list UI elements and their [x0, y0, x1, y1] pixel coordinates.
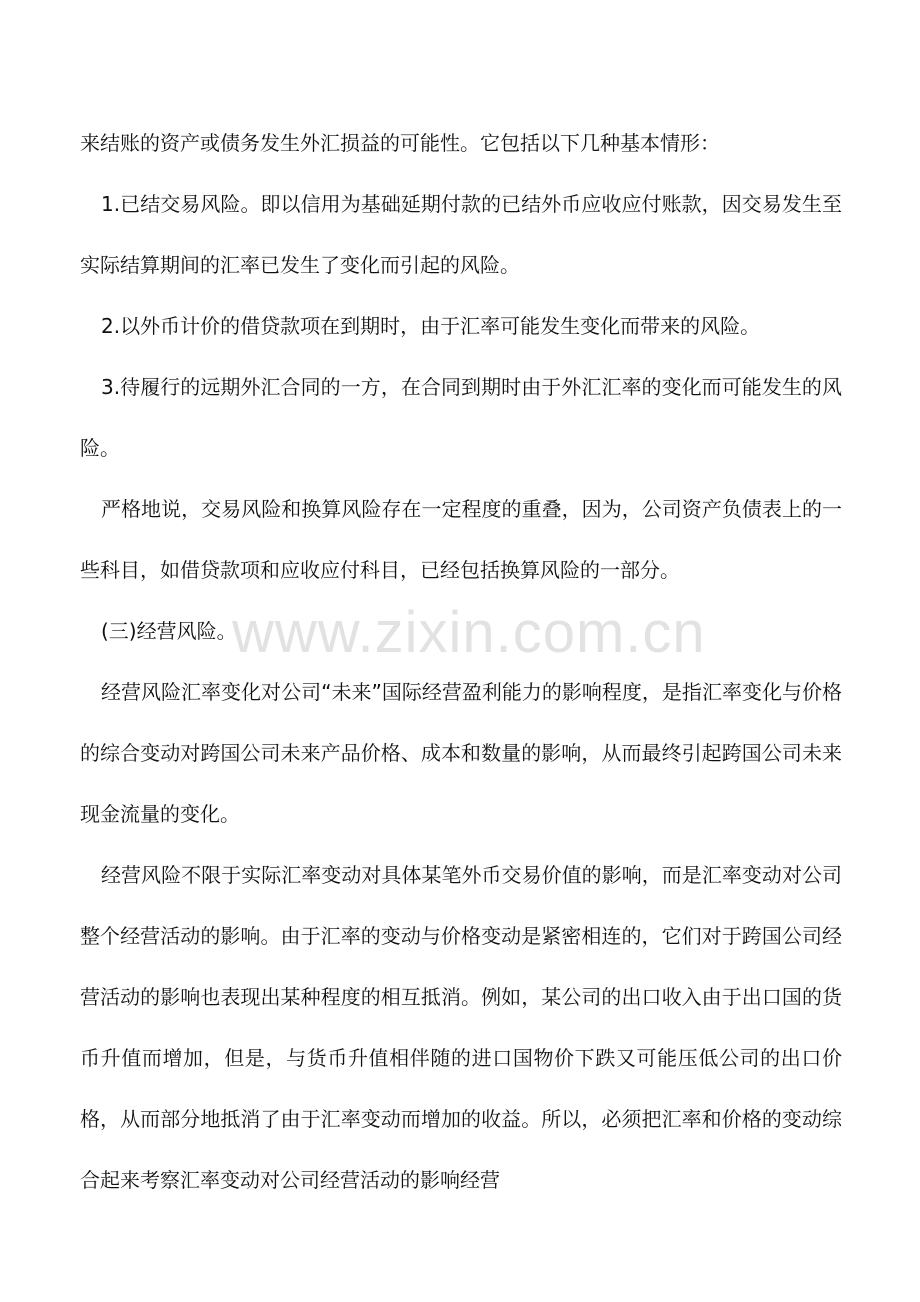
paragraph-overlap-note: 严格地说，交易风险和换算风险存在一定程度的重叠，因为，公司资产负债表上的一些科目，如借贷款项和应收应付科目，已经包括换算风险的一部分。 [80, 497, 842, 582]
paragraph-item-3: 3.待履行的远期外汇合同的一方，在合同到期时由于外汇汇率的变化而可能发生的风险。 [80, 375, 842, 460]
paragraph-item-2: 2.以外币计价的借贷款项在到期时，由于汇率可能发生变化而带来的风险。 [101, 314, 761, 338]
paragraph-item-1: 1.已结交易风险。即以信用为基础延期付款的已结外币应收应付账款，因交易发生至实际结算期间的汇率已发生了变化而引起的风险。 [80, 192, 842, 277]
paragraph-operating-risk-definition: 经营风险汇率变化对公司“未来”国际经营盈利能力的影响程度，是指汇率变化与价格的综合变动对跨国公司未来产品价格、成本和数量的影响，从而最终引起跨国公司未来现金流量的变化。 [80, 680, 842, 826]
section-heading-operating-risk: (三)经营风险。 [101, 619, 237, 643]
document-body [80, 113, 842, 1211]
watermark-logo: www.zixin.com.cn [232, 600, 706, 665]
paragraph-operating-risk-detail: 经营风险不限于实际汇率变动对具体某笔外币交易价值的影响，而是汇率变动对公司整个经营活动的影响。由于汇率的变动与价格变动是紧密相连的，它们对于跨国公司经营活动的影响也表现出某种程度的相互抵消。例如，某公司的出口收入由于出口国的货币升值而增加，但是，与货币升值相伴随的进口国物价下跌又可能压低公司的出口价格，从而部分地抵消了由于汇率变动而增加的收益。所以，必须把汇率和价格的变动综合起来考察汇率变动对公司经营活动的影响经营 [80, 863, 842, 1192]
paragraph-continuation: 来结账的资产或债务发生外汇损益的可能性。它包括以下几种基本情形： [80, 131, 720, 155]
